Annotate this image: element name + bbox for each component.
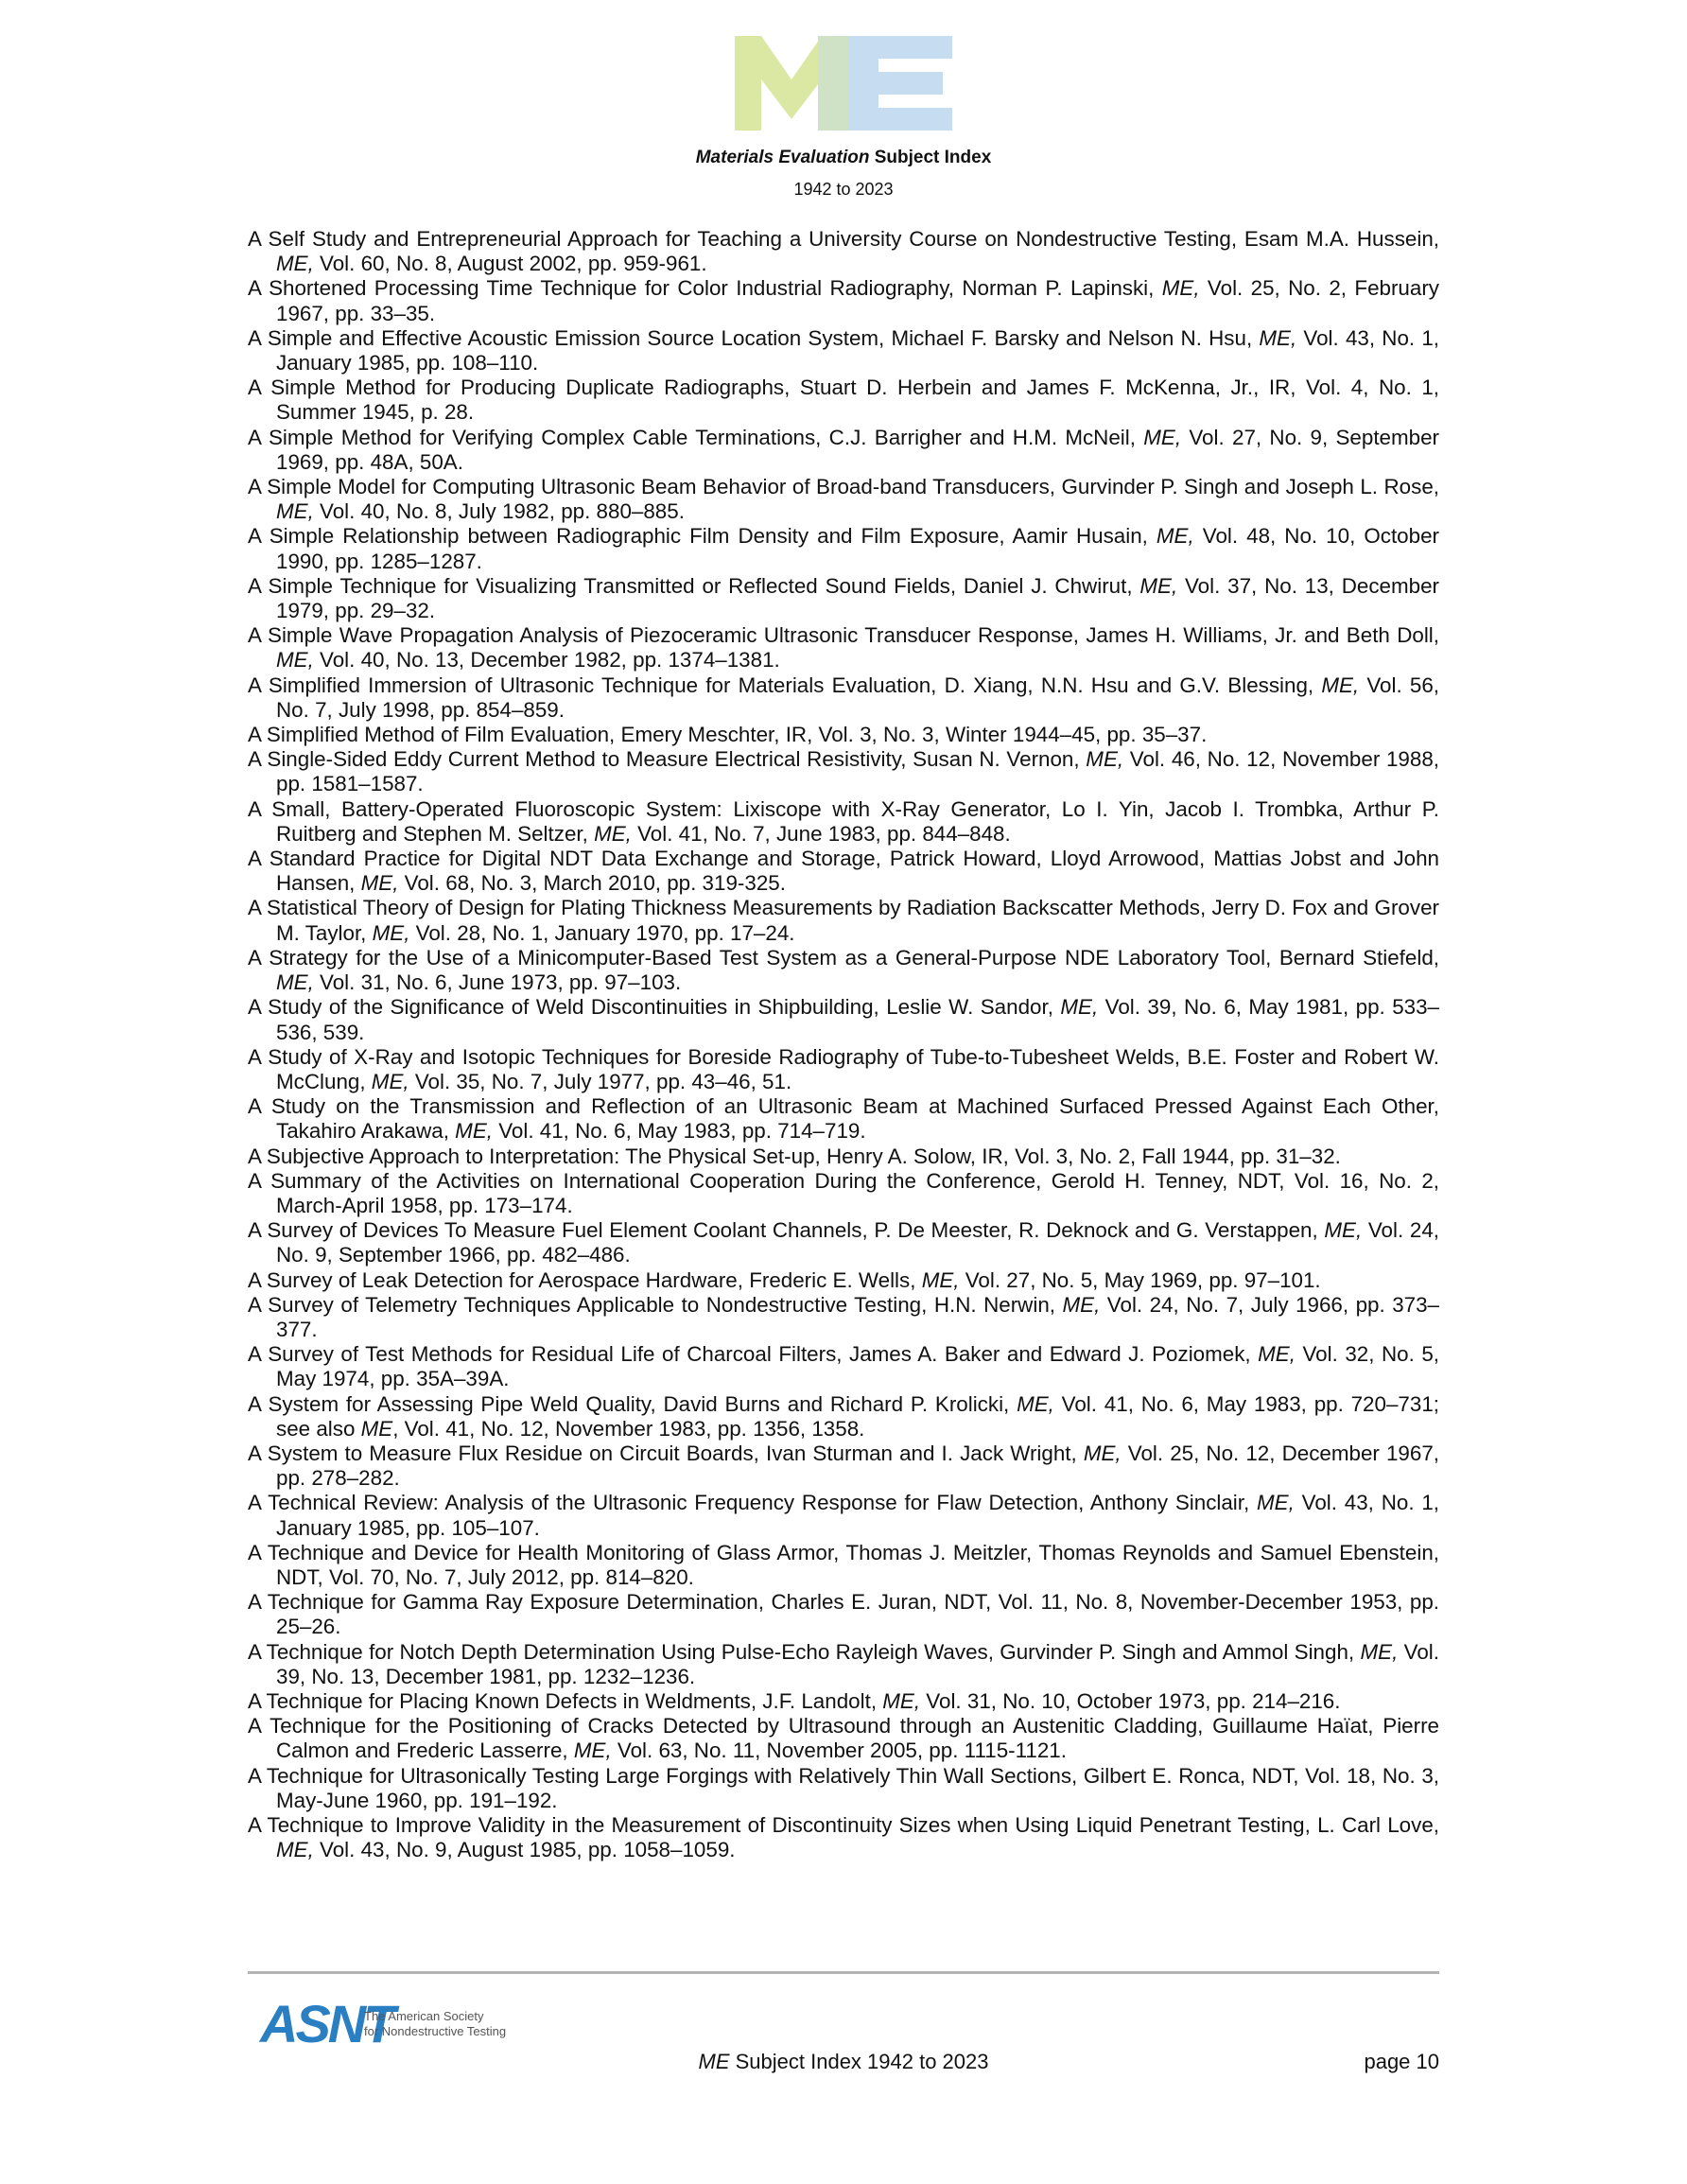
index-entry-pre: A Technique for Gamma Ray Exposure Determination, Charles E. Juran, NDT, Vol. 11, No. 8, November-December 1953, pp. 25–26. <box>248 1590 1439 1639</box>
index-entry <box>248 946 1439 995</box>
index-entry-pre: A Study of the Significance of Weld Discontinuities in Shipbuilding, Leslie W. Sandor, <box>248 995 1061 1020</box>
index-entry-post: Vol. 25, No. 12, December 1967, pp. 278–282. <box>276 1441 1439 1491</box>
index-entry-post: Vol. 43, No. 1, January 1985, pp. 108–110. <box>276 325 1439 376</box>
index-entry-journal: ME, <box>921 1267 960 1292</box>
asnt-logo-mark: ASNT <box>260 1994 393 2053</box>
index-entry-post: Vol. 39, No. 13, December 1981, pp. 1232–1236. <box>276 1639 1439 1688</box>
index-entry-pre: A Technique and Device for Health Monitoring of Glass Armor, Thomas J. Meitzler, Thomas Reynolds and Samuel Ebenstein, NDT, Vol. 70, No. 7, July 2012, pp. 814–820. <box>248 1540 1439 1589</box>
index-entry-journal: ME, <box>455 1119 493 1144</box>
index-entry <box>248 326 1439 376</box>
index-entry-pre: A Simplified Method of Film Evaluation, Emery Meschter, IR, Vol. 3, No. 3, Winter 1944–45, pp. 35–37. <box>248 723 1208 747</box>
index-entry-post: Vol. 41, No. 6, May 1983, pp. 714–719. <box>492 1119 866 1144</box>
index-entry <box>248 1640 1439 1689</box>
index-entry-pre: A Survey of Devices To Measure Fuel Element Coolant Channels, P. De Meester, R. Deknock and G. Verstappen, <box>248 1218 1325 1243</box>
index-entry-journal: ME, <box>371 1069 409 1093</box>
index-entry-post: Vol. 40, No. 8, July 1982, pp. 880–885. <box>313 499 685 524</box>
asnt-logo-line-1: The American Society <box>364 2009 484 2023</box>
index-entry <box>248 847 1439 896</box>
index-entry <box>248 1764 1439 1813</box>
index-entry-journal: ME, <box>276 499 314 524</box>
index-entry-post: Vol. 48, No. 10, October 1990, pp. 1285–1287. <box>276 524 1439 573</box>
index-entry-pre: A Study of X-Ray and Isotopic Techniques for Boreside Radiography of Tube-to-Tubesheet Welds, B.E. Foster and Robert W. McClung, <box>248 1044 1439 1093</box>
index-entry-pre: A Single-Sided Eddy Current Method to Measure Electrical Resistivity, Susan N. Vernon, <box>248 747 1087 772</box>
index-entry-pre: A Simple Wave Propagation Analysis of Piezoceramic Ultrasonic Transducer Response, James H. Williams, Jr. and Beth Doll, <box>248 623 1439 648</box>
index-entry-pre: A Simple Relationship between Radiographic Film Density and Film Exposure, Aamir Husain, <box>248 524 1157 549</box>
index-entry <box>248 1541 1439 1590</box>
index-entry-journal: ME, <box>1060 995 1099 1020</box>
index-entry <box>248 1392 1439 1441</box>
index-entry-pre: A System to Measure Flux Residue on Circuit Boards, Ivan Sturman and I. Jack Wright, <box>248 1441 1084 1465</box>
index-entry-journal: ME, <box>276 1838 314 1862</box>
index-entry-journal: ME, <box>372 920 410 945</box>
index-entry <box>248 1144 1439 1169</box>
index-entry <box>248 1169 1439 1218</box>
index-entry-pre: A Simple Model for Computing Ultrasonic Beam Behavior of Broad-band Transducers, Gurvinder P. Singh and Joseph L. Rose, <box>248 475 1439 499</box>
index-entry-post: Vol. 43, No. 1, January 1985, pp. 105–107. <box>276 1491 1440 1540</box>
index-entry <box>248 995 1439 1044</box>
index-entry <box>248 524 1439 573</box>
index-entry-post: Vol. 25, No. 2, February 1967, pp. 33–35. <box>276 276 1439 325</box>
index-entry-journal: ME, <box>1258 1342 1296 1367</box>
index-entry <box>248 376 1439 425</box>
index-entry-journal: ME, <box>1086 747 1124 772</box>
index-entry-journal: ME, <box>276 252 314 276</box>
index-years: 1942 to 2023 <box>793 180 894 199</box>
index-entry-pre: A Survey of Test Methods for Residual Life of Charcoal Filters, James A. Baker and Edward J. Poziomek, <box>248 1342 1259 1367</box>
index-entry-journal: ME, <box>1321 673 1360 697</box>
index-entry <box>248 1441 1439 1491</box>
index-entry-post: Vol. 43, No. 9, August 1985, pp. 1058–1059. <box>313 1838 736 1862</box>
index-entry-post: Vol. 40, No. 13, December 1982, pp. 1374–1381. <box>313 648 780 673</box>
asnt-logo <box>260 1994 507 2053</box>
index-entry <box>248 1094 1439 1144</box>
index-entry-post: Vol. 60, No. 8, August 2002, pp. 959-961. <box>313 252 707 276</box>
index-entry-pre: A Shortened Processing Time Technique for Color Industrial Radiography, Norman P. Lapinski, <box>248 276 1162 301</box>
index-entry-post: Vol. 37, No. 13, December 1979, pp. 29–32. <box>276 573 1439 623</box>
index-entry <box>248 1590 1439 1639</box>
index-entry-post: Vol. 68, No. 3, March 2010, pp. 319-325. <box>398 871 786 896</box>
index-entry-post: Vol. 31, No. 10, October 1973, pp. 214–216. <box>920 1688 1341 1713</box>
index-entry-pre: A Technical Review: Analysis of the Ultrasonic Frequency Response for Flaw Detection, Anthony Sinclair, <box>248 1491 1258 1515</box>
index-entry-journal: ME, <box>1062 1292 1101 1317</box>
index-entry-post: Vol. 32, No. 5, May 1974, pp. 35A–39A. <box>276 1342 1439 1391</box>
index-entry <box>248 1813 1439 1862</box>
index-entry-journal: ME, <box>1143 425 1182 449</box>
index-title-rest: Subject Index <box>869 148 992 167</box>
index-entry <box>248 574 1439 623</box>
index-entry-pre: A Summary of the Activities on International Cooperation During the Conference, Gerold H. Tenney, NDT, Vol. 16, No. 2, March-April 1958, pp. 173–174. <box>248 1168 1439 1217</box>
asnt-logo-text <box>364 2009 506 2039</box>
index-entry-journal: ME, <box>276 648 314 673</box>
footer-divider <box>248 1971 1439 1974</box>
index-entry <box>248 747 1439 796</box>
index-entry-pre: A Simple Method for Producing Duplicate Radiographs, Stuart D. Herbein and James F. McKenna, Jr., IR, Vol. 4, No. 1, Summer 1945, p. 28. <box>248 376 1439 425</box>
index-entry-journal: ME, <box>1156 524 1194 549</box>
footer-title-rest: Subject Index 1942 to 2023 <box>729 2050 989 2073</box>
index-entry-post: Vol. 46, No. 12, November 1988, pp. 1581–1587. <box>276 747 1439 796</box>
me-logo <box>735 36 952 131</box>
index-entry-post: Vol. 31, No. 6, June 1973, pp. 97–103. <box>313 970 682 995</box>
index-entry-post: Vol. 24, No. 9, September 1966, pp. 482–486. <box>276 1218 1439 1267</box>
index-entries <box>248 227 1439 1862</box>
index-entry-pre: A Strategy for the Use of a Minicomputer-Based Test System as a General-Purpose NDE Laboratory Tool, Bernard Stiefeld, <box>248 945 1439 970</box>
index-entry-pre: A Technique for Notch Depth Determination Using Pulse-Echo Rayleigh Waves, Gurvinder P. Singh and Ammol Singh, <box>248 1639 1361 1664</box>
index-entry-post: Vol. 28, No. 1, January 1970, pp. 17–24. <box>409 920 795 945</box>
index-entry-journal2: ME <box>360 1416 393 1441</box>
index-entry <box>248 1342 1439 1391</box>
index-entry <box>248 1714 1439 1763</box>
index-entry <box>248 723 1439 747</box>
index-entry-post: Vol. 56, No. 7, July 1998, pp. 854–859. <box>276 673 1439 722</box>
index-entry-pre: A Simple and Effective Acoustic Emission Source Location System, Michael F. Barsky and Nelson N. Hsu, <box>248 325 1260 350</box>
index-entry-journal: ME, <box>1161 276 1200 301</box>
index-entry-pre: A Survey of Telemetry Techniques Applicable to Nondestructive Testing, H.N. Nerwin, <box>248 1292 1063 1317</box>
footer-title-journal: ME <box>698 2050 730 2073</box>
index-entry <box>248 1689 1439 1714</box>
index-entry <box>248 475 1439 524</box>
index-entry-post: Vol. 39, No. 6, May 1981, pp. 533–536, 539. <box>276 995 1440 1044</box>
index-entry-pre: A Standard Practice for Digital NDT Data Exchange and Storage, Patrick Howard, Lloyd Arrowood, Mattias Jobst and John Hansen, <box>248 847 1439 896</box>
index-entry-pre: A Study on the Transmission and Reflection of an Ultrasonic Beam at Machined Surfaced Pressed Against Each Other, Takahiro Arakawa, <box>248 1094 1439 1144</box>
index-entry <box>248 227 1439 276</box>
page-header <box>0 36 1687 200</box>
index-entry-journal: ME, <box>1360 1639 1399 1664</box>
index-entry-post: Vol. 35, No. 7, July 1977, pp. 43–46, 51. <box>409 1069 792 1093</box>
index-entry-pre: A Survey of Leak Detection for Aerospace Hardware, Frederic E. Wells, <box>248 1267 922 1292</box>
index-entry <box>248 1268 1439 1293</box>
index-entry-post2: , Vol. 41, No. 12, November 1983, pp. 1356, 1358. <box>392 1416 865 1441</box>
index-entry-post: Vol. 24, No. 7, July 1966, pp. 373–377. <box>276 1292 1439 1341</box>
index-entry-pre: A Technique for Ultrasonically Testing Large Forgings with Relatively Thin Wall Sections, Gilbert E. Ronca, NDT, Vol. 18, No. 3, May-June 1960, pp. 191–192. <box>248 1763 1439 1812</box>
index-entry-post: Vol. 41, No. 6, May 1983, pp. 720–731; see also <box>276 1391 1439 1441</box>
index-entry-pre: A Technique for the Positioning of Cracks Detected by Ultrasound through an Austenitic Cladding, Guillaume Haïat, Pierre Calmon and Frederic Lasserre, <box>248 1714 1439 1763</box>
index-entry-pre: A Subjective Approach to Interpretation: The Physical Set-up, Henry A. Solow, IR, Vol. 3, No. 2, Fall 1944, pp. 31–32. <box>248 1144 1341 1168</box>
index-entry-post: Vol. 63, No. 11, November 2005, pp. 1115-1121. <box>611 1738 1067 1763</box>
index-entry-journal: ME, <box>1257 1491 1295 1515</box>
index-entry-journal: ME, <box>1017 1391 1054 1416</box>
index-entry-pre: A Simple Method for Verifying Complex Cable Terminations, C.J. Barrigher and H.M. McNeil, <box>248 425 1144 449</box>
index-entry-pre: A Small, Battery-Operated Fluoroscopic System: Lixiscope with X-Ray Generator, Lo I. Yin, Jacob I. Trombka, Arthur P. Ruitberg and Stephen M. Seltzer, <box>248 796 1439 846</box>
index-entry-journal: ME, <box>594 821 632 846</box>
index-entry <box>248 1491 1439 1540</box>
index-entry <box>248 1218 1439 1267</box>
index-entry-post: Vol. 27, No. 5, May 1969, pp. 97–101. <box>959 1267 1321 1292</box>
index-entry-journal: ME, <box>360 871 399 896</box>
index-entry-journal: ME, <box>1324 1218 1363 1243</box>
index-entry-pre: A Technique for Placing Known Defects in Weldments, J.F. Landolt, <box>248 1688 883 1713</box>
index-entry-post: Vol. 41, No. 7, June 1983, pp. 844–848. <box>631 821 1011 846</box>
index-entry-journal: ME, <box>573 1738 612 1763</box>
index-title-journal: Materials Evaluation <box>695 148 870 167</box>
index-entry <box>248 426 1439 475</box>
index-entry <box>248 797 1439 847</box>
index-entry <box>248 673 1439 723</box>
index-entry-post: Vol. 27, No. 9, September 1969, pp. 48A, 50A. <box>276 425 1440 474</box>
index-entry-pre: A Statistical Theory of Design for Plating Thickness Measurements by Radiation Backscatter Methods, Jerry D. Fox and Grover M. Taylor, <box>248 896 1439 945</box>
index-entry <box>248 623 1439 673</box>
index-entry-pre: A Simplified Immersion of Ultrasonic Technique for Materials Evaluation, D. Xiang, N.N. Hsu and G.V. Blessing, <box>248 673 1322 697</box>
index-entry-pre: A System for Assessing Pipe Weld Quality, David Burns and Richard P. Krolicki, <box>248 1391 1017 1416</box>
index-entry-journal: ME, <box>276 970 314 995</box>
page-number: page 10 <box>1364 2050 1439 2073</box>
index-entry <box>248 276 1439 325</box>
asnt-logo-line-2: for Nondestructive Testing <box>364 2024 507 2038</box>
index-entry-journal: ME, <box>882 1688 921 1713</box>
index-entry-pre: A Self Study and Entrepreneurial Approach for Teaching a University Course on Nondestructive Testing, Esam M.A. Hussein, <box>248 227 1439 251</box>
index-entry-journal: ME, <box>1139 573 1178 598</box>
index-entry <box>248 1045 1439 1094</box>
index-entry-journal: ME, <box>1259 325 1297 350</box>
index-entry-journal: ME, <box>1083 1441 1122 1465</box>
index-entry <box>248 1293 1439 1342</box>
index-entry-pre: A Simple Technique for Visualizing Transmitted or Reflected Sound Fields, Daniel J. Chwirut, <box>248 573 1140 598</box>
index-title <box>0 148 1687 168</box>
index-entry <box>248 896 1439 945</box>
index-entry-pre: A Technique to Improve Validity in the Measurement of Discontinuity Sizes when Using Liquid Penetrant Testing, L. Carl Love, <box>248 1813 1439 1837</box>
